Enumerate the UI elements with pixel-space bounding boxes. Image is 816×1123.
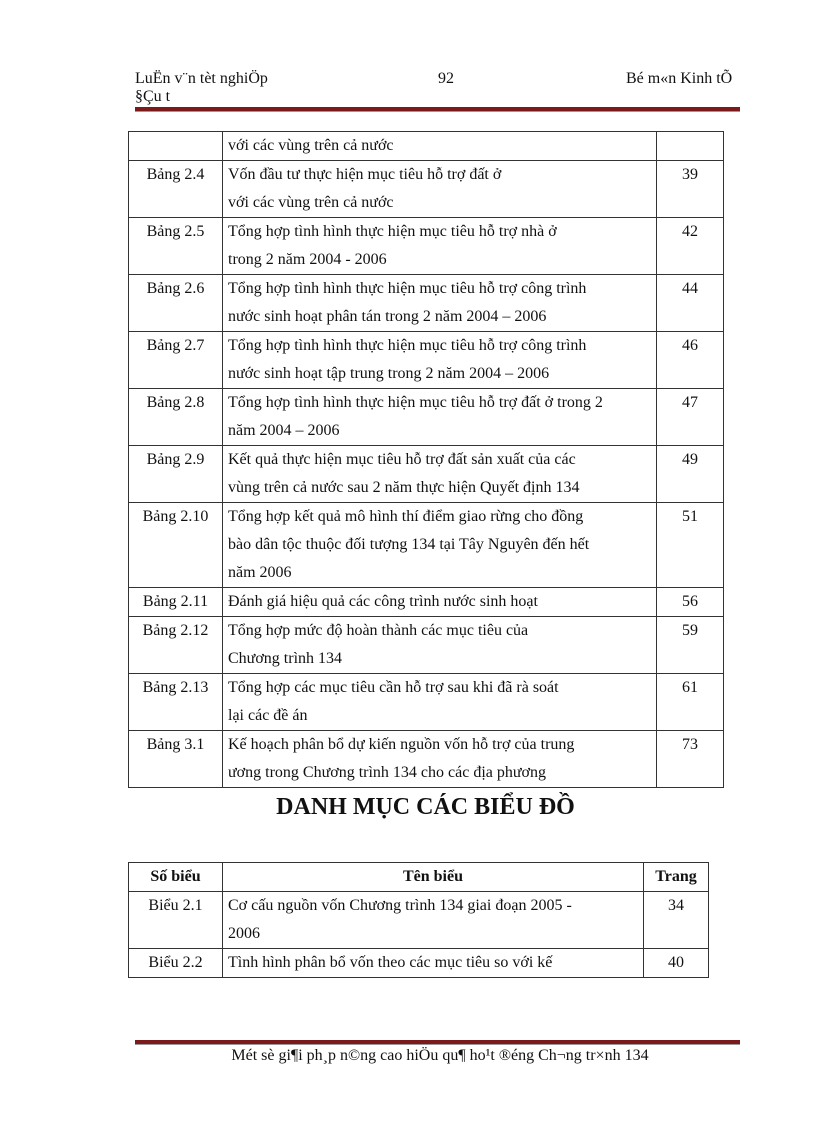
- col-header-page: Trang: [644, 863, 709, 892]
- row-id: Bảng 2.5: [129, 218, 223, 275]
- table-row: [129, 218, 724, 275]
- table-row: [129, 949, 709, 978]
- row-title-line: Kế hoạch phân bổ dự kiến nguồn vốn hỗ trợ của trung: [228, 736, 575, 753]
- row-title: [223, 275, 657, 332]
- row-title: [223, 617, 657, 674]
- row-title-line: Tình hình phân bổ vốn theo các mục tiêu so với kế: [228, 954, 553, 971]
- row-id: Bảng 2.7: [129, 332, 223, 389]
- header-left-line1: LuËn v¨n tèt nghiÖp: [135, 70, 268, 87]
- row-title-line: ương trong Chương trình 134 cho các địa phương: [228, 764, 547, 781]
- table-row: [129, 389, 724, 446]
- row-title-line: Tổng hợp tình hình thực hiện mục tiêu hỗ trợ công trình: [228, 337, 587, 354]
- row-title: [223, 161, 657, 218]
- row-page: 61: [657, 674, 724, 731]
- table-row: [129, 446, 724, 503]
- tables-list: [128, 131, 724, 788]
- row-title-line: Tổng hợp các mục tiêu cần hỗ trợ sau khi đã rà soát: [228, 679, 559, 696]
- row-page: [657, 132, 724, 161]
- table-row: [129, 892, 709, 949]
- row-title: [223, 503, 657, 588]
- row-title-line: Chương trình 134: [228, 650, 343, 667]
- row-title-line: Tổng hợp tình hình thực hiện mục tiêu hỗ trợ nhà ở: [228, 223, 557, 240]
- row-title-line: năm 2004 – 2006: [228, 422, 340, 439]
- table-row: [129, 588, 724, 617]
- header-left-line2: §Çu t: [135, 88, 171, 105]
- row-title-line: Tổng hợp mức độ hoàn thành các mục tiêu của: [228, 622, 529, 639]
- row-id: Bảng 2.11: [129, 588, 223, 617]
- row-page: 34: [644, 892, 709, 949]
- row-title-line: lại các đề án: [228, 707, 308, 724]
- row-title: [223, 588, 657, 617]
- row-title: [223, 332, 657, 389]
- header-left: [135, 70, 268, 106]
- row-title-line: vùng trên cả nước sau 2 năm thực hiện Quyết định 134: [228, 479, 580, 496]
- row-page: 51: [657, 503, 724, 588]
- row-title-line: năm 2006: [228, 564, 292, 581]
- row-id: Bảng 3.1: [129, 731, 223, 788]
- row-id: Bảng 2.13: [129, 674, 223, 731]
- row-page: 44: [657, 275, 724, 332]
- row-title-line: 2006: [228, 925, 260, 942]
- col-header-name: Tên biểu: [223, 863, 644, 892]
- row-title-line: Vốn đầu tư thực hiện mục tiêu hỗ trợ đất ở: [228, 166, 502, 183]
- row-id: [129, 132, 223, 161]
- row-id: Bảng 2.6: [129, 275, 223, 332]
- row-page: 56: [657, 588, 724, 617]
- row-page: 39: [657, 161, 724, 218]
- row-id: Biểu 2.2: [129, 949, 223, 978]
- row-title-line: nước sinh hoạt tập trung trong 2 năm 2004 – 2006: [228, 365, 550, 382]
- row-title-line: Đánh giá hiệu quả các công trình nước sinh hoạt: [228, 593, 538, 610]
- row-title-line: với các vùng trên cả nước: [228, 194, 394, 211]
- table-row: [129, 674, 724, 731]
- row-id: Bảng 2.10: [129, 503, 223, 588]
- row-title-line: Tổng hợp tình hình thực hiện mục tiêu hỗ trợ công trình: [228, 280, 587, 297]
- row-title-line: trong 2 năm 2004 - 2006: [228, 251, 387, 268]
- row-title-line: bào dân tộc thuộc đối tượng 134 tại Tây Nguyên đến hết: [228, 536, 590, 553]
- footer-rule: [135, 1040, 740, 1045]
- table-row: [129, 132, 724, 161]
- row-title: [223, 674, 657, 731]
- row-page: 73: [657, 731, 724, 788]
- table-row: [129, 617, 724, 674]
- row-id: Bảng 2.12: [129, 617, 223, 674]
- row-page: 59: [657, 617, 724, 674]
- footer-text: Mét sè gi¶i ph¸p n©ng cao hiÖu qu¶ ho¹t ®éng Ch¬ng tr×nh 134: [231, 1047, 649, 1064]
- row-title-line: Cơ cấu nguồn vốn Chương trình 134 giai đoạn 2005 -: [228, 897, 572, 914]
- row-title: [223, 446, 657, 503]
- table-row: [129, 275, 724, 332]
- row-title-line: nước sinh hoạt phân tán trong 2 năm 2004 – 2006: [228, 308, 547, 325]
- page-number: 92: [438, 70, 454, 87]
- row-page: 46: [657, 332, 724, 389]
- row-title: [223, 218, 657, 275]
- row-title-line: Tổng hợp tình hình thực hiện mục tiêu hỗ trợ đất ở trong 2: [228, 394, 603, 411]
- row-title: [223, 731, 657, 788]
- row-title: [223, 949, 644, 978]
- header-rule: [135, 107, 740, 112]
- row-title-line: Kết quả thực hiện mục tiêu hỗ trợ đất sản xuất của các: [228, 451, 576, 468]
- row-page: 40: [644, 949, 709, 978]
- header-right: Bé m«n Kinh tÕ: [626, 70, 733, 87]
- row-id: Bảng 2.4: [129, 161, 223, 218]
- row-title: [223, 132, 657, 161]
- col-header-id: Số biểu: [129, 863, 223, 892]
- section-title: DANH MỤC CÁC BIỂU ĐỒ: [276, 794, 575, 820]
- table-row: [129, 332, 724, 389]
- row-page: 49: [657, 446, 724, 503]
- row-title-line: Tổng hợp kết quả mô hình thí điểm giao rừng cho đồng: [228, 508, 584, 525]
- content-flow: [128, 131, 728, 978]
- row-id: Biểu 2.1: [129, 892, 223, 949]
- row-title: [223, 892, 644, 949]
- row-id: Bảng 2.8: [129, 389, 223, 446]
- row-id: Bảng 2.9: [129, 446, 223, 503]
- table-row: [129, 503, 724, 588]
- row-title-line: với các vùng trên cả nước: [228, 137, 394, 154]
- row-title: [223, 389, 657, 446]
- row-page: 47: [657, 389, 724, 446]
- row-page: 42: [657, 218, 724, 275]
- table-row: [129, 731, 724, 788]
- charts-list: [128, 862, 709, 978]
- table-row: [129, 161, 724, 218]
